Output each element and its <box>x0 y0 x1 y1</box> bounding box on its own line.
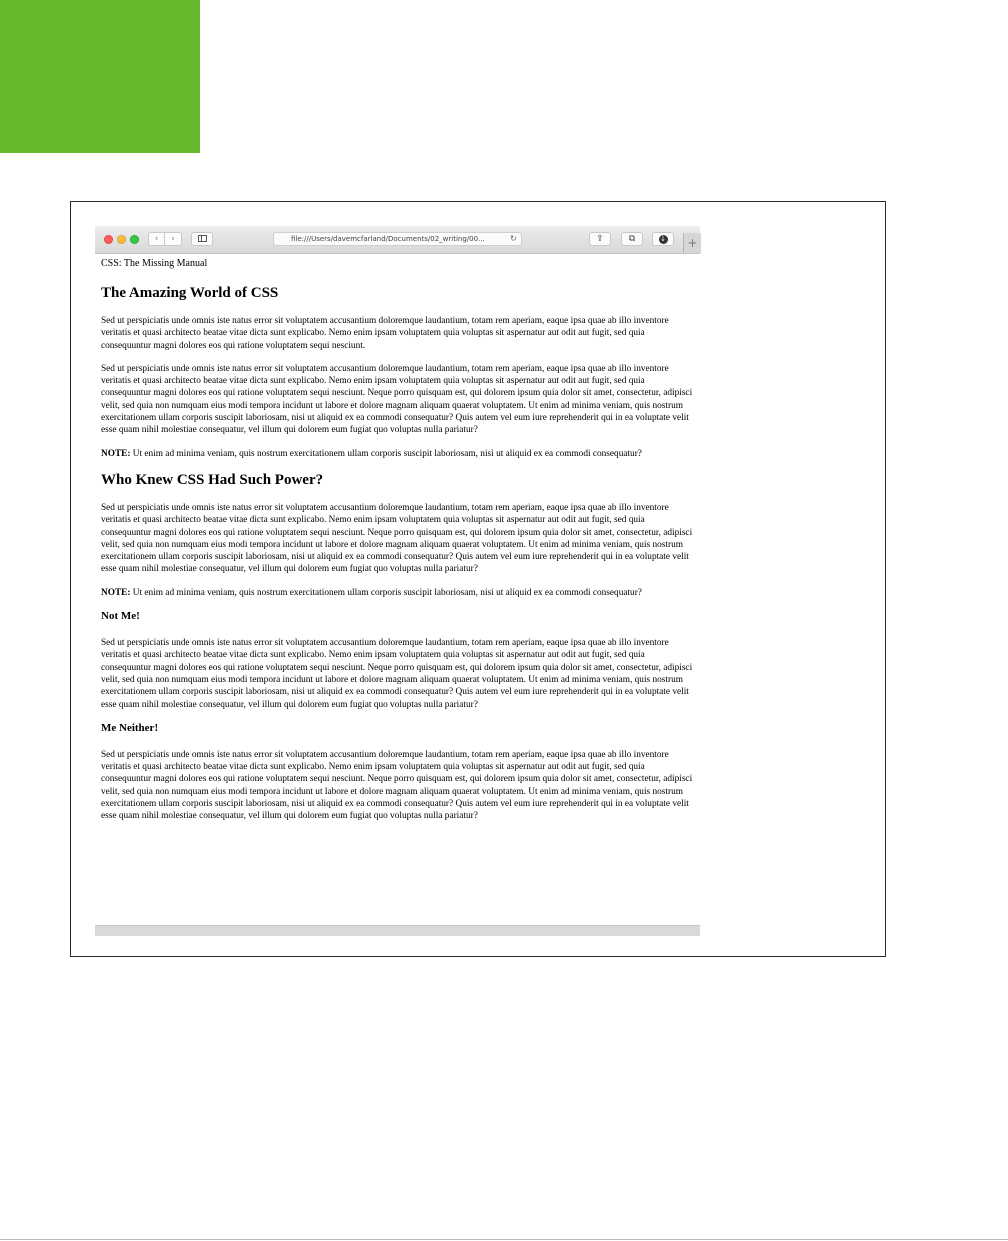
downloads-button[interactable] <box>652 232 674 246</box>
tabs-icon: ⧉ <box>628 234 636 244</box>
close-window-button[interactable] <box>104 235 113 244</box>
paragraph: Sed ut perspiciatis unde omnis iste natus error sit voluptatem accusantium doloremque laudantium, totam rem aperiam, eaque ipsa quae ab illo inventore veritatis et quasi architecto beatae vitae dicta sunt explicabo. Nemo enim ipsam voluptatem quia voluptas sit aspernatur aut odit aut fugit, sed quia consequuntur magni dolores eos qui ratione voluptatem sequi nesciunt. <box>101 316 669 351</box>
sidebar-button[interactable] <box>191 232 213 246</box>
back-button[interactable] <box>148 232 165 246</box>
accent-block <box>0 0 200 153</box>
sidebar-icon <box>198 235 207 242</box>
address-bar-text: file:///Users/davemcfarland/Documents/02_writing/00... <box>291 235 485 243</box>
zoom-window-button[interactable] <box>130 235 139 244</box>
plus-icon: + <box>687 236 698 250</box>
paragraph: Sed ut perspiciatis unde omnis iste natus error sit voluptatem accusantium doloremque laudantium, totam rem aperiam, eaque ipsa quae ab illo inventore veritatis et quasi architecto beatae vitae dicta sunt explicabo. Nemo enim ipsam voluptatem quia voluptas sit aspernatur aut odit aut fugit, sed quia consequuntur magni dolores eos qui ratione voluptatem sequi nesciunt. Neque porro quisquam est, qui dolorem ipsum quia dolor sit amet, consectetur, adipisci velit, sed quia non numquam eius modi tempora incidunt ut labore et dolore magnam aliquam quaerat voluptatem. Ut enim ad minima veniam, quis nostrum exercitationem ullam corporis suscipit laboriosam, nisi ut aliquid ex ea commodi consequatur? Quis autem vel eum iure reprehenderit qui in ea voluptate velit esse quam nihil molestiae consequatur, vel illum qui dolorem eum fugiat quo voluptas nulla pariatur? <box>101 749 693 822</box>
note-paragraph <box>101 448 695 460</box>
show-tabs-button[interactable] <box>621 232 643 246</box>
note-label: NOTE: <box>101 448 131 459</box>
share-icon: ⇪ <box>596 234 604 244</box>
note-text: Ut enim ad minima veniam, quis nostrum exercitationem ullam corporis suscipit laboriosam, nisi ut aliquid ex ea commodi consequatur? <box>130 448 642 459</box>
site-name: CSS: The Missing Manual <box>101 258 208 269</box>
forward-button[interactable] <box>165 232 182 246</box>
heading-who-knew: Who Knew CSS Had Such Power? <box>101 471 324 488</box>
note-label: NOTE: <box>101 587 131 598</box>
heading-amazing-world: The Amazing World of CSS <box>101 285 279 301</box>
paragraph: Sed ut perspiciatis unde omnis iste natus error sit voluptatem accusantium doloremque laudantium, totam rem aperiam, eaque ipsa quae ab illo inventore veritatis et quasi architecto beatae vitae dicta sunt explicabo. Nemo enim ipsam voluptatem quia voluptas sit aspernatur aut odit aut fugit, sed quia consequuntur magni dolores eos qui ratione voluptatem sequi nesciunt. Neque porro quisquam est, qui dolorem ipsum quia dolor sit amet, consectetur, adipisci velit, sed quia non numquam eius modi tempora incidunt ut labore et dolore magnam aliquam quaerat voluptatem. Ut enim ad minima veniam, quis nostrum exercitationem ullam corporis suscipit laboriosam, nisi ut aliquid ex ea commodi consequatur? Quis autem vel eum iure reprehenderit qui in ea voluptate velit esse quam nihil molestiae consequatur, vel illum qui dolorem eum fugiat quo voluptas nulla pariatur? <box>101 502 693 575</box>
paragraph: Sed ut perspiciatis unde omnis iste natus error sit voluptatem accusantium doloremque laudantium, totam rem aperiam, eaque ipsa quae ab illo inventore veritatis et quasi architecto beatae vitae dicta sunt explicabo. Nemo enim ipsam voluptatem quia voluptas sit aspernatur aut odit aut fugit, sed quia consequuntur magni dolores eos qui ratione voluptatem sequi nesciunt. Neque porro quisquam est, qui dolorem ipsum quia dolor sit amet, consectetur, adipisci velit, sed quia non numquam eius modi tempora incidunt ut labore et dolore magnam aliquam quaerat voluptatem. Ut enim ad minima veniam, quis nostrum exercitationem ullam corporis suscipit laboriosam, nisi ut aliquid ex ea commodi consequatur? Quis autem vel eum iure reprehenderit qui in ea voluptate velit esse quam nihil molestiae consequatur, vel illum qui dolorem eum fugiat quo voluptas nulla pariatur? <box>101 363 693 436</box>
page-footer-rule <box>0 1239 1008 1240</box>
address-bar[interactable] <box>273 232 522 246</box>
download-icon: ↓ <box>660 235 666 243</box>
reload-icon[interactable]: ↻ <box>510 234 517 243</box>
heading-me-neither: Me Neither! <box>101 721 159 734</box>
new-tab-button[interactable] <box>683 233 701 253</box>
minimize-window-button[interactable] <box>117 235 126 244</box>
page-content <box>101 258 695 834</box>
browser-window <box>95 226 700 936</box>
browser-toolbar <box>95 226 700 254</box>
back-icon: ‹ <box>154 234 159 244</box>
share-button[interactable] <box>589 232 611 246</box>
forward-icon: › <box>171 234 175 244</box>
note-paragraph <box>101 587 695 599</box>
paragraph: Sed ut perspiciatis unde omnis iste natus error sit voluptatem accusantium doloremque laudantium, totam rem aperiam, eaque ipsa quae ab illo inventore veritatis et quasi architecto beatae vitae dicta sunt explicabo. Nemo enim ipsam voluptatem quia voluptas sit aspernatur aut odit aut fugit, sed quia consequuntur magni dolores eos qui ratione voluptatem sequi nesciunt. Neque porro quisquam est, qui dolorem ipsum quia dolor sit amet, consectetur, adipisci velit, sed quia non numquam eius modi tempora incidunt ut labore et dolore magnam aliquam quaerat voluptatem. Ut enim ad minima veniam, quis nostrum exercitationem ullam corporis suscipit laboriosam, nisi ut aliquid ex ea commodi consequatur? Quis autem vel eum iure reprehenderit qui in ea voluptate velit esse quam nihil molestiae consequatur, vel illum qui dolorem eum fugiat quo voluptas nulla pariatur? <box>101 638 693 710</box>
note-text: Ut enim ad minima veniam, quis nostrum exercitationem ullam corporis suscipit laboriosam, nisi ut aliquid ex ea commodi consequatur? <box>130 587 642 598</box>
horizontal-scrollbar[interactable] <box>95 925 700 936</box>
heading-not-me: Not Me! <box>101 610 140 623</box>
